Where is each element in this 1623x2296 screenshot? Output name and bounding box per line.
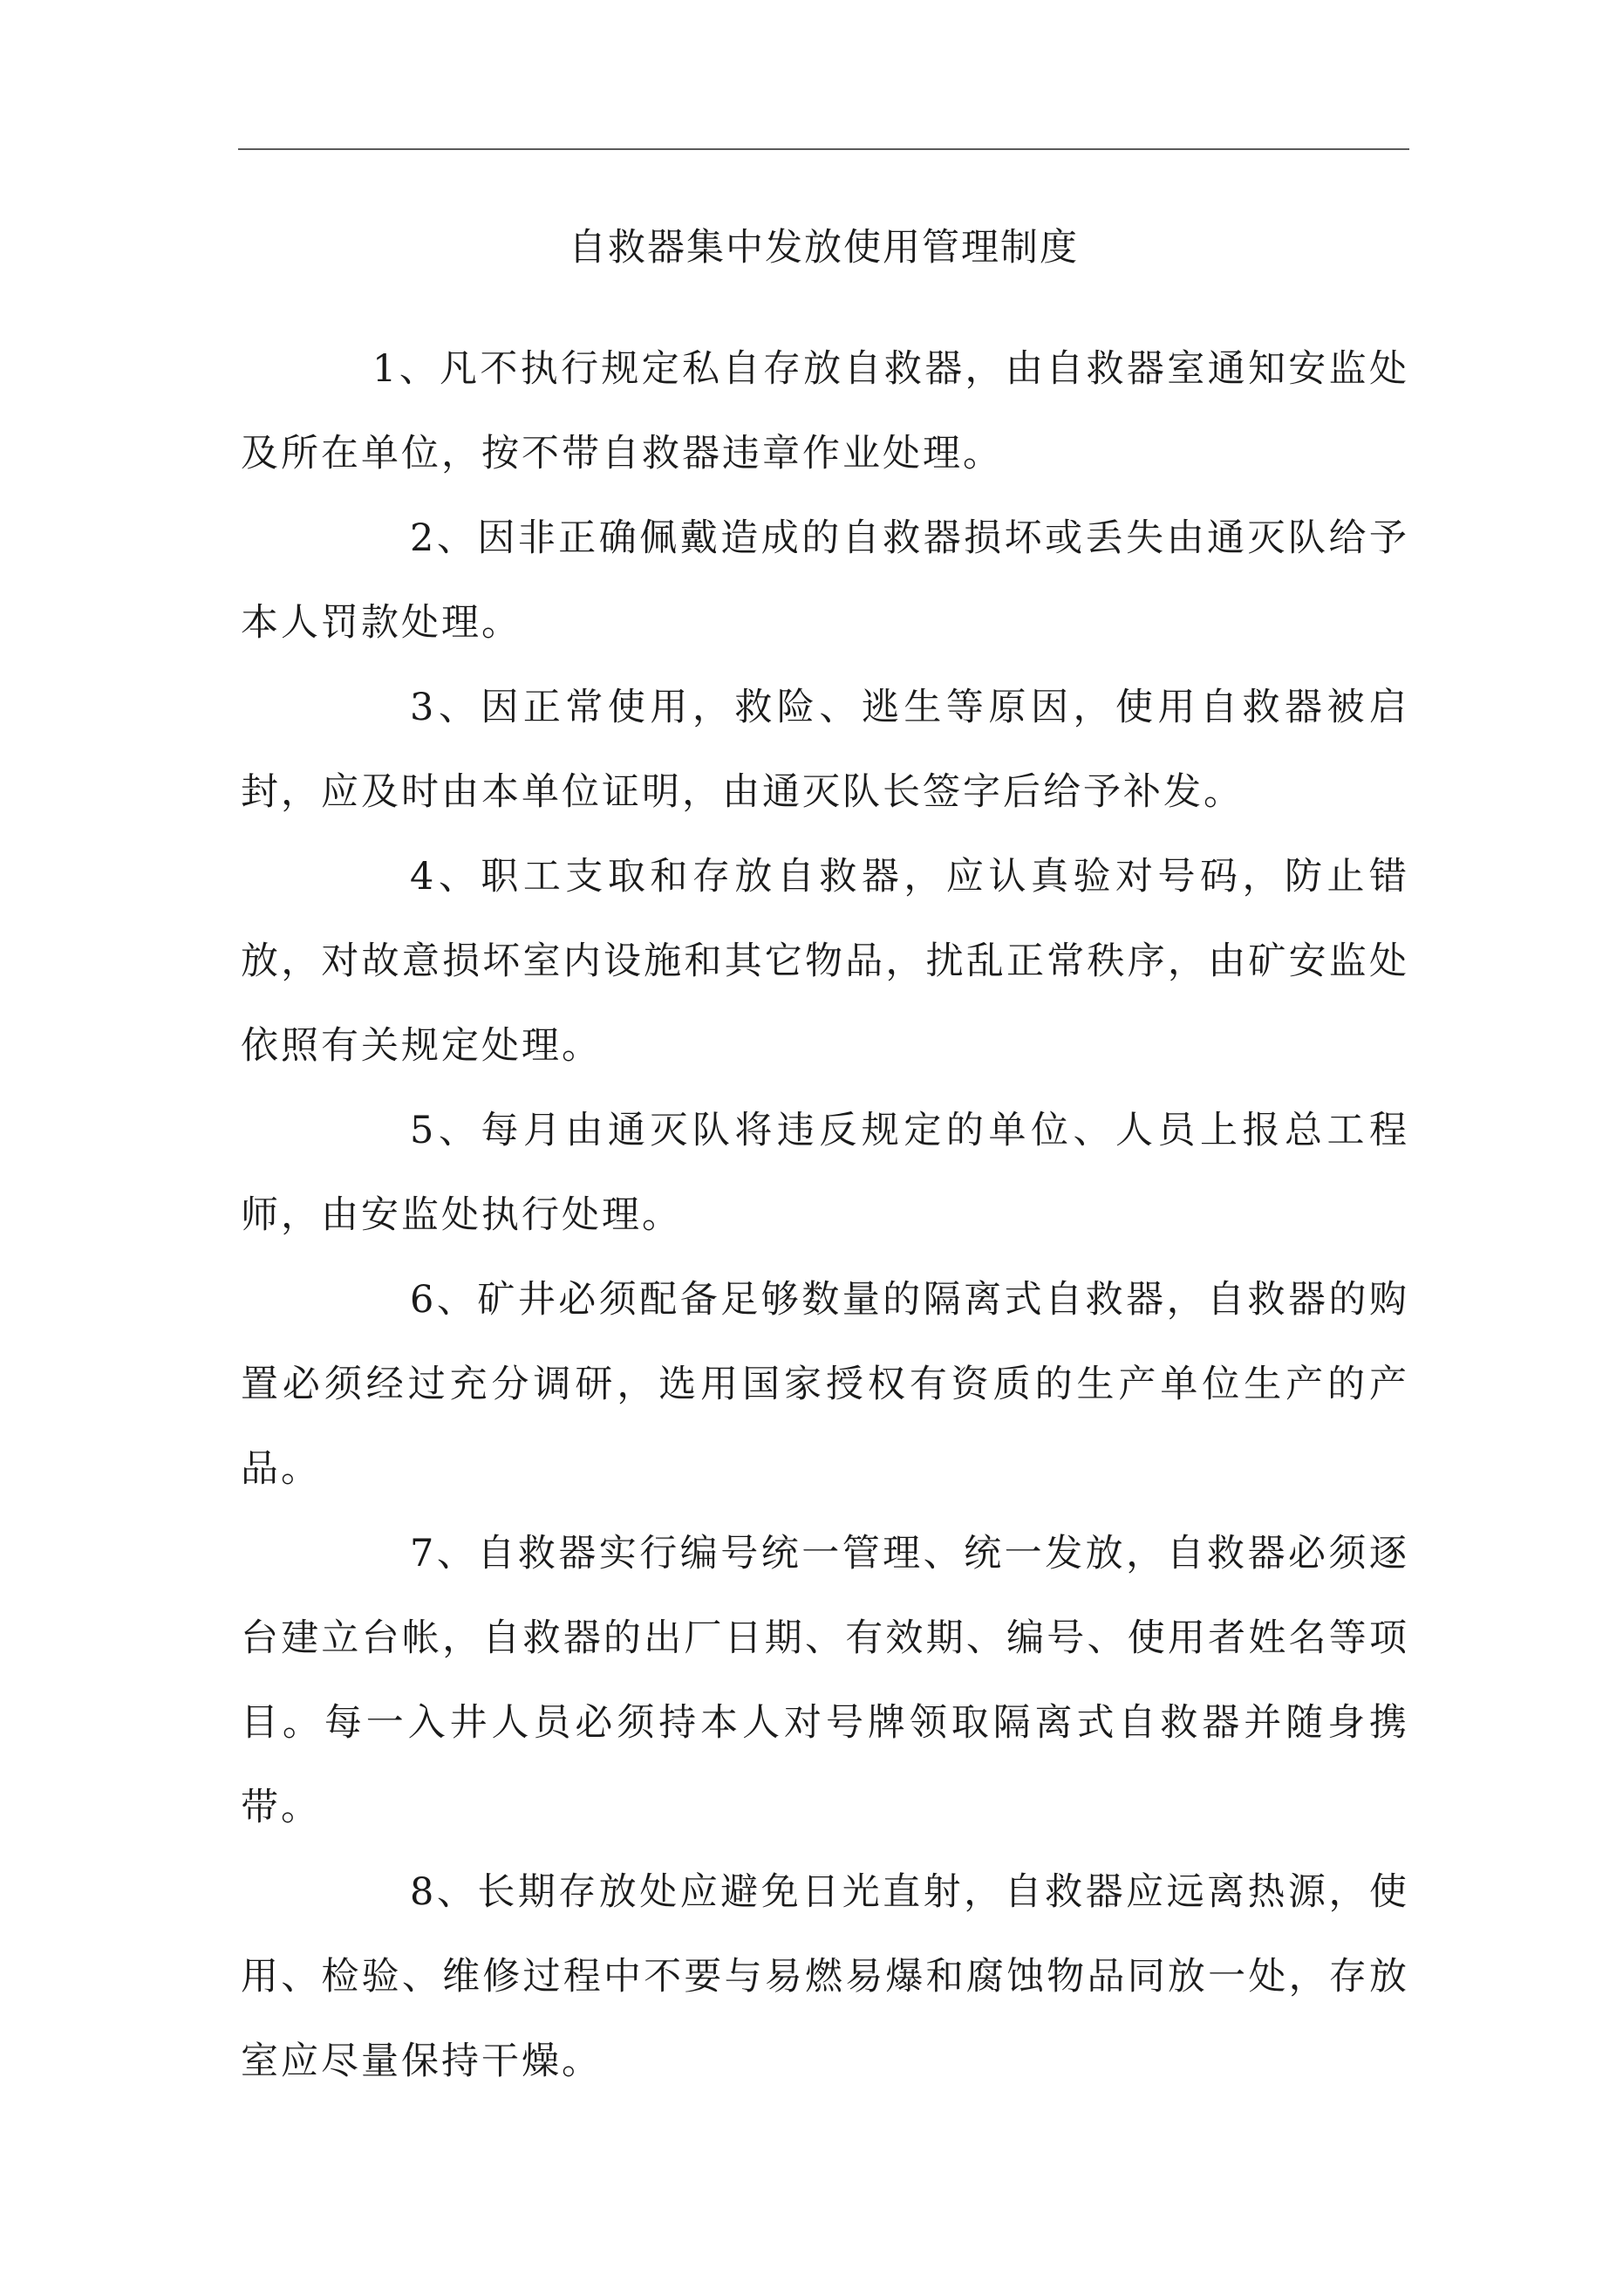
paragraph-2: 2、因非正确佩戴造成的自救器损坏或丢失由通灭队给予本人罚款处理。 [241, 516, 1409, 645]
paragraph-7: 7、自救器实行编号统一管理、统一发放，自救器必须逐台建立台帐，自救器的出厂日期、有效期、编号、使用者姓名等项目。每一入井人员必须持本人对号牌领取隔离式自救器并随身携带。 [241, 1532, 1409, 1829]
paragraph-6: 6、矿井必须配备足够数量的隔离式自救器，自救器的购置必须经过充分调研，选用国家授权有资质的生产单位生产的产品。 [241, 1278, 1409, 1491]
document-body [241, 327, 1409, 2104]
paragraph-4: 4、职工支取和存放自救器，应认真验对号码，防止错放，对故意损坏室内设施和其它物品，扰乱正常秩序，由矿安监处依照有关规定处理。 [241, 855, 1409, 1068]
paragraph-8: 8、长期存放处应避免日光直射，自救器应远离热源，使用、检验、维修过程中不要与易燃易爆和腐蚀物品同放一处，存放室应尽量保持干燥。 [241, 1870, 1409, 2083]
header-rule [238, 148, 1409, 150]
paragraph-1: 1、凡不执行规定私自存放自救器，由自救器室通知安监处及所在单位，按不带自救器违章作业处理。 [241, 347, 1409, 475]
document-title: 自救器集中发放使用管理制度 [569, 226, 1079, 270]
paragraph-3: 3、因正常使用，救险、逃生等原因，使用自救器被启封，应及时由本单位证明，由通灭队长签字后给予补发。 [241, 686, 1409, 814]
paragraph-5: 5、每月由通灭队将违反规定的单位、人员上报总工程师，由安监处执行处理。 [241, 1109, 1409, 1237]
